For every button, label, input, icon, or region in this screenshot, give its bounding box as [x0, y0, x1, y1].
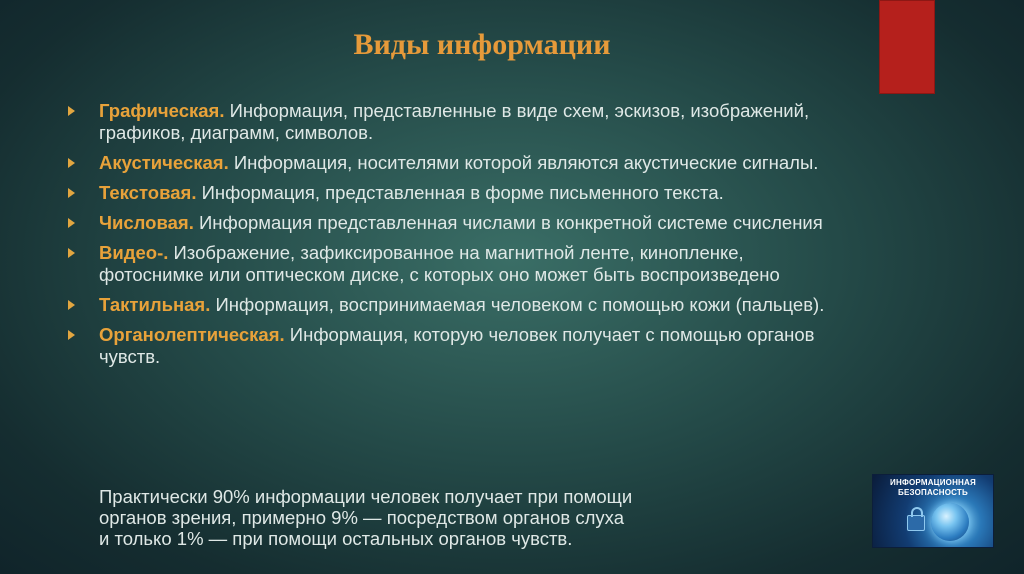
list-item-sep: . [191, 182, 197, 203]
list-item-desc: Информация, которую человек получает с помощью органов чувств. [99, 324, 815, 367]
triangle-bullet-icon [68, 158, 75, 168]
list-item-desc: Информация, носителями которой являются акустические сигналы. [228, 152, 819, 173]
list-item-desc: Информация, представленные в виде схем, эскизов, изображений, графиков, диаграмм, символов. [99, 100, 810, 143]
list-item-sep: . [205, 294, 211, 315]
list-item-sep: . [188, 212, 194, 233]
list-item-desc: Информация представленная числами в конкретной системе счисления [193, 212, 823, 233]
triangle-bullet-icon [68, 218, 75, 228]
info-types-list [68, 100, 828, 376]
list-item-text [99, 324, 814, 367]
triangle-bullet-icon [68, 330, 75, 340]
list-item-text [99, 242, 780, 285]
list-item-sep: . [223, 152, 229, 173]
slide-title: Виды информации [353, 28, 611, 61]
list-item-text [99, 294, 824, 315]
list-item [68, 182, 828, 204]
globe-icon [931, 503, 969, 541]
summary-paragraph: Практически 90% информации человек получает при помощи органов зрения, примерно 9% — посредством органов слуха и только 1% — при помощи остальных органов чувств. [99, 486, 633, 549]
list-item-text [99, 212, 823, 233]
list-item [68, 152, 828, 174]
list-item-text [99, 182, 724, 203]
list-item-text [99, 152, 818, 173]
badge-label: ИНФОРМАЦИОННАЯ БЕЗОПАСНОСТЬ [890, 478, 976, 497]
list-item-desc: Изображение, зафиксированное на магнитной ленте, кинопленке, фотоснимке или оптическом диске, с которых оно может быть воспроизведено [99, 242, 780, 285]
list-item-term: Текстовая [99, 182, 192, 203]
triangle-bullet-icon [68, 188, 75, 198]
list-item-term: Органолептическая [99, 324, 280, 345]
lock-icon [907, 515, 925, 531]
list-item [68, 294, 828, 316]
list-item-term: Видео- [99, 242, 164, 263]
list-item-sep: . [219, 100, 225, 121]
list-item-term: Акустическая [99, 152, 224, 173]
triangle-bullet-icon [68, 300, 75, 310]
list-item [68, 212, 828, 234]
list-item [68, 324, 828, 368]
list-item-desc: Информация, представленная в форме письменного текста. [196, 182, 724, 203]
list-item-sep: . [279, 324, 285, 345]
list-item-term: Графическая [99, 100, 220, 121]
list-item-desc: Информация, воспринимаемая человеком с помощью кожи (пальцев). [210, 294, 825, 315]
list-item-term: Тактильная [99, 294, 206, 315]
list-item [68, 100, 828, 144]
triangle-bullet-icon [68, 248, 75, 258]
security-badge-image [872, 474, 994, 548]
triangle-bullet-icon [68, 106, 75, 116]
list-item-text [99, 100, 809, 143]
list-item-sep: . [163, 242, 169, 263]
list-item [68, 242, 828, 286]
list-item-term: Числовая [99, 212, 189, 233]
